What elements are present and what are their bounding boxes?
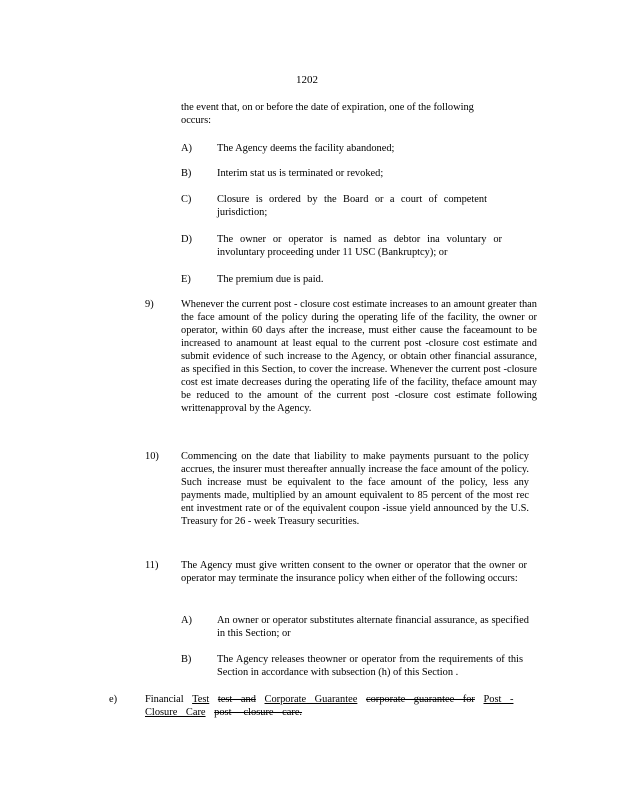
event-text-a: The Agency deems the facility abandoned;	[217, 143, 395, 154]
event-label-c: C)	[181, 194, 192, 205]
intro-text	[181, 101, 521, 127]
section-e-part-1: Financial	[145, 694, 184, 705]
section-e-inserted-post-closure-care: Post - Closure Care	[145, 694, 514, 718]
event-label-d: D)	[181, 234, 192, 245]
page-number: 1202	[296, 74, 318, 86]
item-text-9: Whenever the current post - closure cost estimate increases to an amount greater than the face amount of the policy during the operating life of the facility, the owner or operator, within 60 days after the increase, must either cause the faceamount to be increased to anamount at least equal to the current post -closure cost estimate and submit evidence of such increase to the Agency, or obtain other financial assurance, as specified in this Section, to cover the increase. Whenever the current post -closure cost est imate decreases during the operating life of the facility, theface amount may be reduced to the amount of the current post -closure cost estimate following writtenapproval by the Agency.	[181, 299, 537, 414]
consent-text-a: An owner or operator substitutes alternate financial assurance, as specified in this Section; or	[217, 615, 529, 639]
intro-line-1: the event that, on or before the date of expiration, one of the following	[181, 102, 474, 113]
item-label-11: 11)	[145, 560, 159, 571]
event-label-b: B)	[181, 168, 192, 179]
event-label-a: A)	[181, 143, 192, 154]
consent-text-b: The Agency releases theowner or operator from the requirements of this Section in accordance with subsection (h) of this Section .	[217, 654, 523, 678]
intro-line-2: occurs:	[181, 115, 212, 126]
event-text-d: The owner or operator is named as debtor ina voluntary or involuntary proceeding under 11 USC (Bankruptcy); or	[217, 234, 502, 258]
event-label-e: E)	[181, 274, 191, 285]
item-label-9: 9)	[145, 299, 154, 310]
section-e-deleted-corporate-guarantee: corporate guarantee for	[365, 694, 475, 705]
item-text-11: The Agency must give written consent to the owner or operator that the owner or operator may terminate the insurance policy when either of the following occurs:	[181, 560, 527, 584]
consent-label-a: A)	[181, 615, 192, 626]
section-e-inserted-test: Test	[192, 694, 210, 705]
section-e-deleted-post-closure-care: post- closure care.	[214, 707, 303, 718]
section-e-heading	[145, 693, 543, 719]
item-label-10: 10)	[145, 451, 159, 462]
event-text-b: Interim stat us is terminated or revoked;	[217, 168, 384, 179]
item-text-10: Commencing on the date that liability to make payments pursuant to the policy accrues, the insurer must thereafter annually increase the face amount of the policy. Such increase must be equivalent to the face amount of the policy, less any payments made, multiplied by an amount equivalent to 85 percent of the most rec ent investment rate or of the equivalent coupon -issue yield announced by the U.S. Treasury for 26 - week Treasury securities.	[181, 451, 529, 527]
event-text-c: Closure is ordered by the Board or a court of competent jurisdiction;	[217, 194, 487, 218]
event-text-e: The premium due is paid.	[217, 274, 324, 285]
section-e-label: e)	[109, 694, 118, 705]
consent-label-b: B)	[181, 654, 192, 665]
section-e-deleted-test: test and	[217, 694, 256, 705]
section-e-inserted-corporate-guarantee: Corporate Guarantee	[264, 694, 358, 705]
